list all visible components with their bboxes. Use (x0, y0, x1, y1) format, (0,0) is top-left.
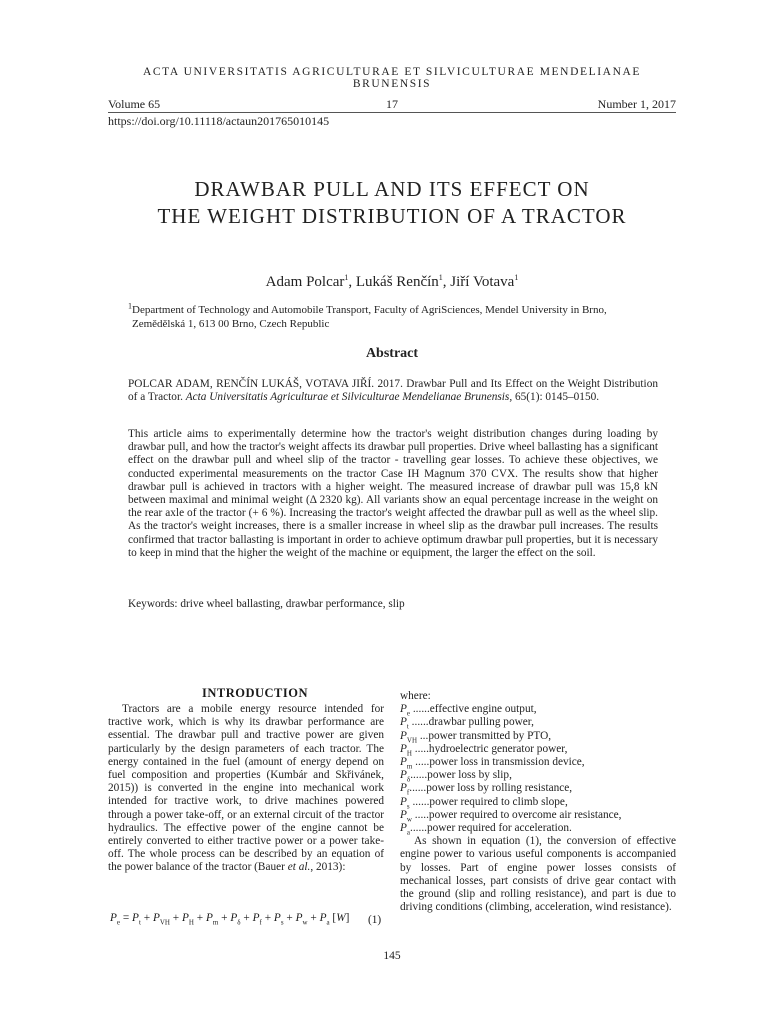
variable-definition (400, 716, 676, 729)
intro-text: Tractors are a mobile energy resource intended for tractive work, which is why its drawbar performance are essential. The drawbar pull and tractive power are given particularly by the design parameters of each tractor. The energy contained in the fuel (amount of energy depend on fuel composition and properties (Kumbár and Skřivánek, 2015)) is converted in the engine into mechanical work intended for tractive work, to drive machines powered through a power take-off, or an external circuit of the tractor hydraulics. The effective power of the engine cannot be entirely converted to either tractive power or a power take-off. The whole process can be described by an equation of the power balance of the tractor (Bauer (108, 703, 384, 874)
author-2-affiliation-mark: 1 (438, 273, 443, 282)
variable-definition (400, 730, 676, 743)
affiliation-mark: 1 (128, 301, 132, 311)
variable-definition (400, 822, 676, 835)
variable-symbol: P (400, 729, 407, 742)
variable-subscript: H (406, 749, 412, 758)
variable-dots: ...... (410, 769, 428, 782)
introduction-paragraph-1 (108, 703, 384, 875)
variable-definition (400, 743, 676, 756)
variable-subscript: m (406, 762, 413, 771)
author-3-affiliation-mark: 1 (514, 273, 519, 282)
variable-definition (400, 703, 676, 716)
variable-description: power loss by slip, (427, 769, 512, 782)
variable-subscript: δ (406, 775, 411, 784)
variable-symbol: P (400, 703, 407, 716)
variable-symbol: P (400, 795, 407, 808)
variable-definition (400, 809, 676, 822)
doi-link[interactable]: https://doi.org/10.11118/actaun201765010145 (108, 114, 330, 128)
variable-dots: ...... (410, 822, 427, 835)
author-separator: , (442, 274, 451, 290)
variable-subscript: f (406, 788, 410, 797)
variable-description: hydroelectric generator power, (428, 742, 568, 755)
variable-definition (400, 796, 676, 809)
variable-definition (400, 756, 676, 769)
header-rule (108, 112, 676, 113)
author-2: Lukáš Renčín (355, 274, 439, 290)
issue-number: Number 1, 2017 (597, 97, 676, 111)
variable-description: power required for acceleration. (426, 822, 572, 835)
variable-subscript: t (406, 722, 409, 731)
variable-dots: ...... (410, 703, 430, 716)
variable-description: power required to climb slope, (429, 795, 568, 808)
author-1: Adam Polcar (265, 274, 345, 290)
keywords: Keywords: drive wheel ballasting, drawbar performance, slip (128, 598, 405, 610)
author-1-affiliation-mark: 1 (344, 273, 349, 282)
variable-dots: ...... (408, 716, 429, 729)
citation-journal: Acta Universitatis Agriculturae et Silviculturae Mendelianae Brunensis, (185, 391, 513, 404)
variable-subscript: e (406, 709, 411, 718)
introduction-heading: INTRODUCTION (201, 686, 308, 700)
variable-definition (400, 769, 676, 782)
where-label: where: (400, 690, 431, 702)
variable-symbol: P (400, 769, 407, 782)
variable-subscript: w (406, 815, 412, 824)
journal-name: ACTA UNIVERSITATIS AGRICULTURAE ET SILVICULTURAE MENDELIANAE BRUNENSIS (142, 66, 642, 90)
issue-page: 17 (386, 97, 398, 111)
variable-description: power required to overcome air resistance, (428, 808, 622, 821)
page-number: 145 (383, 950, 401, 962)
title-line-2: THE WEIGHT DISTRIBUTION OF A TRACTOR (157, 204, 627, 228)
author-list (108, 274, 676, 291)
variable-dots: ..... (411, 808, 429, 821)
paper-title (108, 176, 676, 230)
title-line-1: DRAWBAR PULL AND ITS EFFECT ON (194, 177, 590, 201)
variable-symbol: P (400, 716, 407, 729)
equation-number: (1) (368, 914, 382, 926)
affiliation (128, 303, 668, 331)
variable-dots: ... (417, 729, 429, 742)
variable-list (400, 703, 676, 835)
variable-dots: ...... (409, 782, 427, 795)
variable-description: drawbar pulling power, (428, 716, 534, 729)
variable-subscript: a (406, 828, 411, 837)
citation-pages: 65(1): 0145–0150. (512, 391, 600, 404)
variable-description: power transmitted by PTO, (428, 729, 552, 742)
variable-symbol: P (400, 822, 407, 835)
introduction-paragraph-2: As shown in equation (1), the conversion of effective engine power to various useful components is accompanied by losses. Part of engine power losses consists of mechanical losses, part consists of drive gear contact with the ground (slip and rolling resistance), and part is due to driving conditions (climbing, acceleration, wind resistance). (400, 835, 676, 914)
author-separator: , (348, 274, 356, 290)
variable-subscript: s (406, 801, 410, 810)
variable-subscript: VH (406, 735, 418, 744)
intro-et-al: et al. (287, 861, 311, 874)
variable-definition (400, 782, 676, 795)
variable-dots: ..... (412, 756, 430, 769)
volume: Volume 65 (108, 97, 161, 111)
variable-symbol: P (400, 742, 407, 755)
right-column (400, 690, 676, 914)
variable-description: power loss by rolling resistance, (426, 782, 573, 795)
abstract-heading: Abstract (365, 346, 419, 361)
variable-description: effective engine output, (429, 703, 537, 716)
citation (128, 378, 658, 404)
variable-dots: ..... (411, 742, 429, 755)
variable-symbol: P (400, 808, 407, 821)
intro-text-end: , 2013): (310, 861, 346, 874)
abstract-text: This article aims to experimentally determine how the tractor's weight distribution changes during loading by drawbar pull, and how the tractor's weight affects its drawbar pull properties. Drive wheel ballasting has a significant effect on the drawbar pull and wheel slip of the tractor - travelling gear losses. To achieve these objectives, we conducted experimental measurements on the tractor Case IH Magnum 370 CVX. The results show that higher drawbar pull is achieved in tractors with a higher weight. The measured increase of drawbar pull was 15,8 kN between maximal and minimal weight (Δ 2320 kg). All variants show an equal percentage increase in the weight on the rear axle of the tractor (+ 6 %). Increasing the tractor's weight affected the drawbar pull as well as the wheel slip. As the tractor's weight increases, there is a smaller increase in wheel slip as the drawbar pull increases. The results confirmed that tractor ballasting is important in order to achieve optimum drawbar pull properties, but it is necessary to keep in mind that the higher the weight of the machine or equipment, the larger the effect on the soil. (128, 428, 658, 559)
variable-symbol: P (400, 756, 407, 769)
affiliation-line-2: Zemědělská 1, 613 00 Brno, Czech Republic (132, 318, 330, 330)
citation-text: POLCAR ADAM, RENČÍN LUKÁŠ, VOTAVA JIŘÍ. 2017. Drawbar Pull and Its Effect on the Weight Distribution of a Tractor. (128, 378, 658, 404)
author-3: Jiří Votava (450, 274, 515, 290)
affiliation-line-1: Department of Technology and Automobile Transport, Faculty of AgriSciences, Mendel University in Brno, (132, 304, 607, 316)
variable-dots: ...... (409, 795, 430, 808)
variable-description: power loss in transmission device, (429, 756, 585, 769)
variable-symbol: P (400, 782, 407, 795)
power-balance-equation: $P_e = P_t + P_{VH} + P_H + P_m + P_\delta + P_f + P_s + P_w + P_a$ [W] (110, 912, 350, 927)
